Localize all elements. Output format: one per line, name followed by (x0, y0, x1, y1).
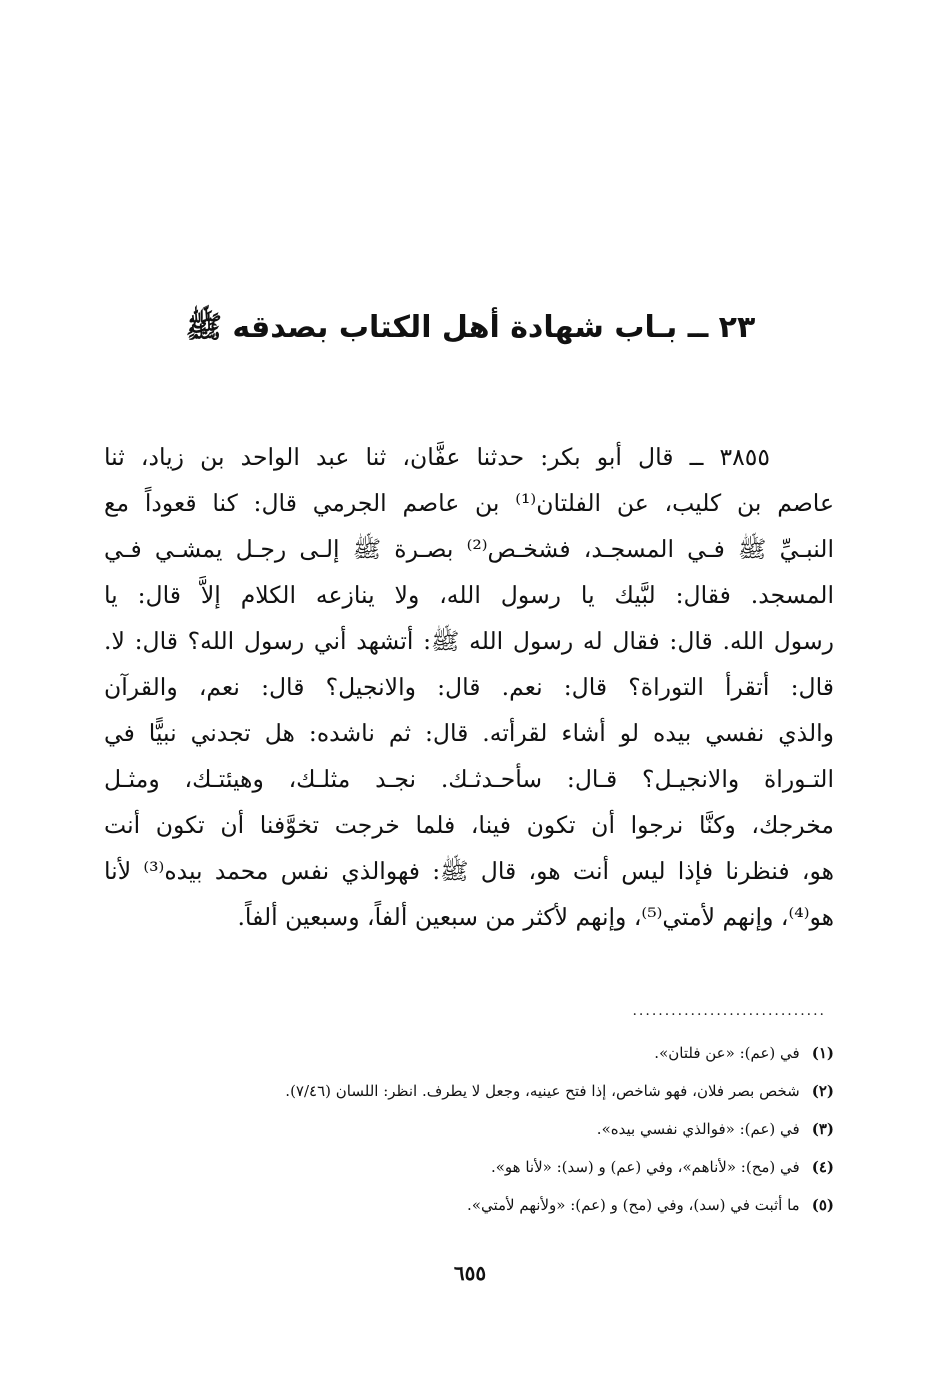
hadith-line: ٣٨٥٥ ــ قال أبو بكر: حدثنا عفَّان، ثنا عبد الواحد بن زياد، ثنا (104, 443, 770, 471)
hadith-line: مخرجك، وكنَّا نرجوا أن تكون فينا، فلما خرجت تخوَّفنا أن تكون أنت (104, 811, 834, 839)
footnote-5 (100, 1186, 834, 1224)
footnote-divider: .............................. (632, 1003, 826, 1019)
footnotes (100, 1034, 834, 1224)
hadith-line: رسول الله. قال: فقال له رسول الله ﷺ: أتشهد أني رسول الله؟ قال: لا. (104, 627, 834, 655)
footnote-text: في (عم): «عن فلتان». (654, 1044, 800, 1062)
chapter-title: ٢٣ ــ بـاب شهادة أهل الكتاب بصدقه ﷺ (185, 310, 756, 345)
hadith-line: النبـيِّ ﷺ فـي المسجـد، فشخـص⁽²⁾ بصـرة ﷺ إلـى رجـل يمشـي فـي (104, 535, 834, 563)
hadith-line: قال: أتقرأ التوراة؟ قال: نعم. قال: والانجيل؟ قال: نعم، والقرآن (104, 673, 834, 701)
page-number: ٦٥٥ (453, 1261, 487, 1285)
footnote-number: (٣) (811, 1120, 834, 1138)
hadith-line: المسجد. فقال: لبَّيك يا رسول الله، ولا ينازعه الكلام إلاَّ قال: يا (104, 581, 834, 609)
hadith-line: هو⁽⁴⁾، وإنهم لأمتي⁽⁵⁾، وإنهم لأكثر من سبعين ألفاً، وسبعين ألفاً. (237, 903, 834, 931)
hadith-line: والذي نفسي بيده لو أشاء لقرأته. قال: ثم ناشده: هل تجدني نبيًّا في (104, 719, 834, 747)
footnote-number: (٤) (811, 1158, 834, 1176)
footnote-3 (100, 1110, 834, 1148)
footnote-text: شخص بصر فلان، فهو شاخص، إذا فتح عينيه، وجعل لا يطرف. انظر: اللسان (٧/٤٦). (285, 1082, 800, 1100)
footnote-1 (100, 1034, 834, 1072)
footnote-4 (100, 1148, 834, 1186)
footnote-text: ما أثبت في (سد)، وفي (مح) و (عم): «ولأنهم لأمتي». (467, 1196, 800, 1214)
footnote-text: في (عم): «فوالذي نفسي بيده». (596, 1120, 800, 1138)
footnote-text: في (مح): «لأناهم»، وفي (عم) و (سد): «لأنا هو». (490, 1158, 800, 1176)
hadith-line: هو، فنظرنا فإذا ليس أنت هو، قال ﷺ: فهوالذي نفس محمد بيده⁽³⁾ لأنا (104, 857, 834, 885)
hadith-line: التـوراة والانجيـل؟ قـال: سأحـدثـك. نجـد مثلـك، وهيئتـك، ومثـل (104, 765, 834, 793)
hadith-line: عاصم بن كليب، عن الفلتان⁽¹⁾ بن عاصم الجرمي قال: كنا قعوداً مع (104, 489, 834, 517)
footnote-number: (٥) (811, 1196, 834, 1214)
hadith-text (104, 434, 834, 940)
footnote-number: (٢) (811, 1082, 834, 1100)
footnote-number: (١) (811, 1044, 834, 1062)
footnote-2 (100, 1072, 834, 1110)
